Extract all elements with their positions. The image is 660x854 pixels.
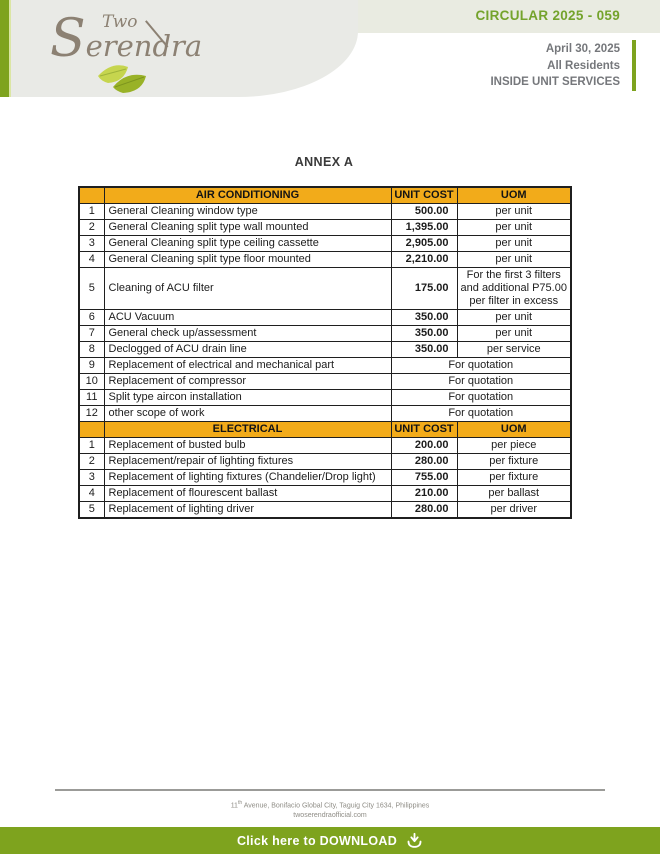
uom-value: per unit xyxy=(457,236,571,252)
service-row xyxy=(79,454,571,470)
row-number: 8 xyxy=(79,342,104,358)
row-number: 3 xyxy=(79,470,104,486)
uom-value: per unit xyxy=(457,252,571,268)
service-row xyxy=(79,374,571,390)
services-table xyxy=(78,186,572,519)
corner-cell xyxy=(79,187,104,204)
download-label: Click here to DOWNLOAD xyxy=(236,833,398,848)
service-description: Replacement of compressor xyxy=(104,374,391,390)
row-number: 5 xyxy=(79,502,104,519)
service-description: Replacement of lighting fixtures (Chandelier/Drop light) xyxy=(104,470,391,486)
service-description: Replacement of busted bulb xyxy=(104,438,391,454)
service-description: General check up/assessment xyxy=(104,326,391,342)
row-number: 3 xyxy=(79,236,104,252)
row-number: 4 xyxy=(79,486,104,502)
unit-cost-value: 200.00 xyxy=(391,438,457,454)
for-quotation-cell: For quotation xyxy=(391,406,571,422)
uom-value: per fixture xyxy=(457,454,571,470)
service-row xyxy=(79,470,571,486)
uom-value: per piece xyxy=(457,438,571,454)
service-row xyxy=(79,252,571,268)
service-row xyxy=(79,406,571,422)
service-row xyxy=(79,342,571,358)
service-row xyxy=(79,486,571,502)
for-quotation-cell: For quotation xyxy=(391,358,571,374)
row-number: 6 xyxy=(79,310,104,326)
circular-meta xyxy=(490,41,620,91)
unit-cost-value: 175.00 xyxy=(391,268,457,310)
uom-value: per unit xyxy=(457,310,571,326)
row-number: 4 xyxy=(79,252,104,268)
section-header-row xyxy=(79,187,571,204)
service-row xyxy=(79,390,571,406)
service-row xyxy=(79,502,571,519)
uom-header: UOM xyxy=(457,187,571,204)
download-button[interactable] xyxy=(0,827,660,854)
two-serendra-logo xyxy=(40,4,240,96)
annex-title: ANNEX A xyxy=(294,155,354,169)
service-description: ACU Vacuum xyxy=(104,310,391,326)
uom-value: per unit xyxy=(457,326,571,342)
uom-value: per service xyxy=(457,342,571,358)
service-row xyxy=(79,326,571,342)
service-description: Split type aircon installation xyxy=(104,390,391,406)
service-row xyxy=(79,310,571,326)
service-description: Cleaning of ACU filter xyxy=(104,268,391,310)
row-number: 2 xyxy=(79,220,104,236)
service-description: Replacement of lighting driver xyxy=(104,502,391,519)
unit-cost-value: 500.00 xyxy=(391,204,457,220)
uom-value: per unit xyxy=(457,204,571,220)
meta-accent-bar xyxy=(632,40,636,91)
unit-cost-value: 350.00 xyxy=(391,342,457,358)
footer-divider xyxy=(55,789,605,791)
row-number: 12 xyxy=(79,406,104,422)
service-row xyxy=(79,358,571,374)
section-title: AIR CONDITIONING xyxy=(104,187,391,204)
website: twoserendraofficial.com xyxy=(293,811,367,819)
service-description: General Cleaning split type wall mounted xyxy=(104,220,391,236)
service-row xyxy=(79,204,571,220)
unit-cost-value: 280.00 xyxy=(391,502,457,519)
unit-cost-value: 210.00 xyxy=(391,486,457,502)
service-description: General Cleaning split type ceiling cassette xyxy=(104,236,391,252)
unit-cost-value: 2,905.00 xyxy=(391,236,457,252)
circular-subject: INSIDE UNIT SERVICES xyxy=(490,76,620,88)
service-description: General Cleaning split type floor mounted xyxy=(104,252,391,268)
unit-cost-header: UNIT COST xyxy=(391,422,457,438)
logo-word-two: Two xyxy=(102,12,138,32)
uom-value: per ballast xyxy=(457,486,571,502)
service-description: Replacement of electrical and mechanical part xyxy=(104,358,391,374)
row-number: 9 xyxy=(79,358,104,374)
service-row xyxy=(79,220,571,236)
unit-cost-value: 2,210.00 xyxy=(391,252,457,268)
unit-cost-value: 350.00 xyxy=(391,310,457,326)
for-quotation-cell: For quotation xyxy=(391,374,571,390)
service-description: Replacement of flourescent ballast xyxy=(104,486,391,502)
left-accent-bar xyxy=(0,0,11,97)
address-line: 11th Avenue, Bonifacio Global City, Taguig City 1634, Philippines xyxy=(230,800,430,810)
leaf-icon xyxy=(96,60,152,96)
uom-value: per fixture xyxy=(457,470,571,486)
uom-header: UOM xyxy=(457,422,571,438)
row-number: 11 xyxy=(79,390,104,406)
for-quotation-cell: For quotation xyxy=(391,390,571,406)
unit-cost-value: 280.00 xyxy=(391,454,457,470)
service-row xyxy=(79,438,571,454)
row-number: 1 xyxy=(79,204,104,220)
row-number: 5 xyxy=(79,268,104,310)
row-number: 2 xyxy=(79,454,104,470)
unit-cost-value: 350.00 xyxy=(391,326,457,342)
circular-audience: All Residents xyxy=(547,59,620,72)
footer-address xyxy=(0,799,660,820)
unit-cost-value: 755.00 xyxy=(391,470,457,486)
logo-word-serendra: Serendra xyxy=(50,9,203,69)
unit-cost-value: 1,395.00 xyxy=(391,220,457,236)
download-icon xyxy=(406,832,423,849)
service-description: Declogged of ACU drain line xyxy=(104,342,391,358)
circular-date: April 30, 2025 xyxy=(545,43,620,55)
service-row xyxy=(79,268,571,310)
corner-cell xyxy=(79,422,104,438)
service-description: other scope of work xyxy=(104,406,391,422)
uom-value: per driver xyxy=(457,502,571,519)
uom-value: For the first 3 filters and additional P75.00 per filter in excess xyxy=(457,268,571,310)
service-description: General Cleaning window type xyxy=(104,204,391,220)
row-number: 1 xyxy=(79,438,104,454)
section-title: ELECTRICAL xyxy=(104,422,391,438)
row-number: 10 xyxy=(79,374,104,390)
service-description: Replacement/repair of lighting fixtures xyxy=(104,454,391,470)
uom-value: per unit xyxy=(457,220,571,236)
row-number: 7 xyxy=(79,326,104,342)
circular-number: CIRCULAR 2025 - 059 xyxy=(475,8,620,23)
unit-cost-header: UNIT COST xyxy=(391,187,457,204)
section-header-row xyxy=(79,422,571,438)
service-row xyxy=(79,236,571,252)
